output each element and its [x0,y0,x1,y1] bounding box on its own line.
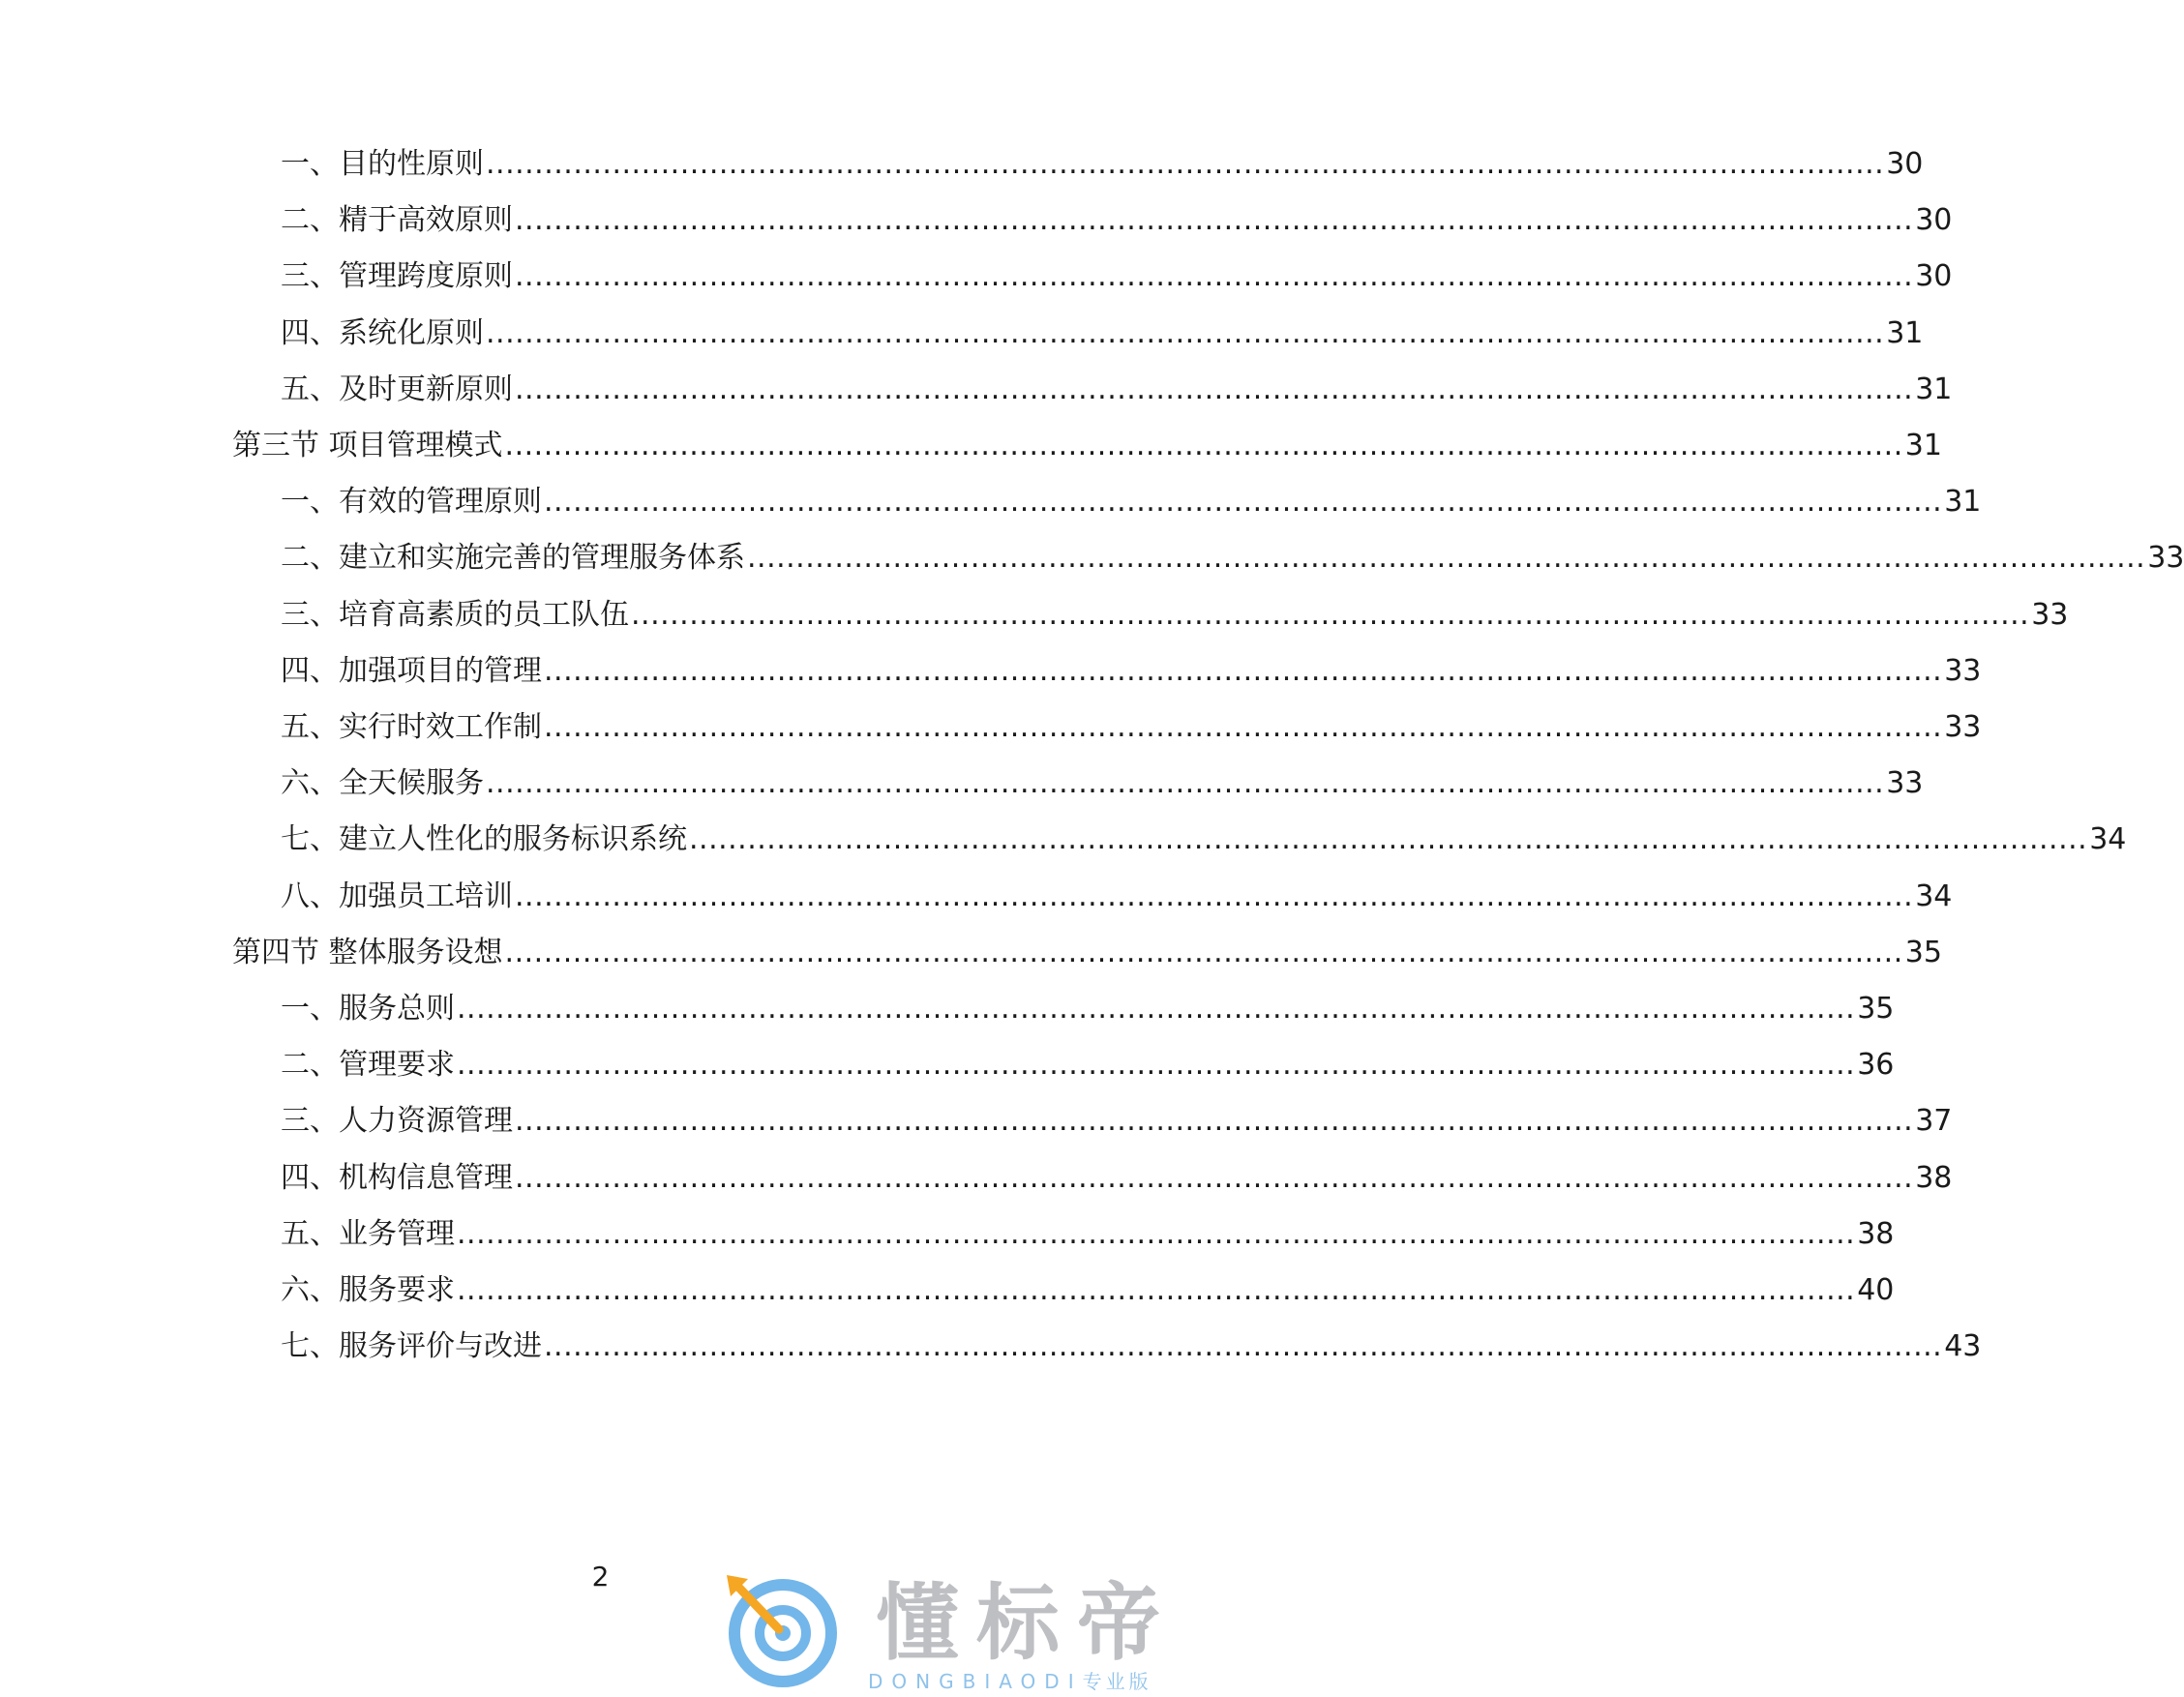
toc-entry-title: 四、加强项目的管理 [281,653,542,688]
toc-dot-leader: ................................................................................................................................................ [544,485,1943,520]
toc-entry-page: 33 [1944,710,1982,744]
toc-dot-leader: ................................................................................................................................................ [515,878,1914,913]
toc-entry-title: 五、及时更新原则 [281,372,513,406]
toc-entry-page: 30 [1886,147,1924,181]
toc-entry-page: 33 [1944,653,1982,688]
toc-entry[interactable] [281,988,1895,1030]
page-number: 2 [591,1561,610,1593]
toc-entry-title: 三、人力资源管理 [281,1104,513,1139]
toc-entry-page: 38 [1857,1216,1895,1251]
toc-entry[interactable] [281,1325,1982,1368]
watermark-pinyin: DONGBIAODI [868,1670,1083,1693]
toc-entry[interactable] [281,313,1924,355]
watermark-edition: 专业版 [1082,1670,1152,1693]
toc-dot-leader: ................................................................................................................................................ [747,541,2146,576]
toc-entry-title: 六、全天候服务 [281,766,484,801]
toc-entry-page: 33 [2031,597,2069,632]
toc-dot-leader: ................................................................................................................................................ [457,1216,1856,1251]
toc-entry-title: 五、实行时效工作制 [281,710,542,744]
toc-dot-leader: ................................................................................................................................................ [544,1329,1943,1364]
toc-dot-leader: ................................................................................................................................................ [457,1048,1856,1083]
toc-entry[interactable] [281,594,2069,637]
toc-dot-leader: ................................................................................................................................................ [457,992,1856,1026]
toc-entry[interactable] [281,255,1953,298]
toc-dot-leader: ................................................................................................................................................ [486,147,1885,181]
toc-entry-page: 30 [1915,203,1953,238]
toc-dot-leader: ................................................................................................................................................ [631,597,2030,632]
toc-entry-page: 38 [1915,1160,1953,1195]
toc-entry[interactable] [281,819,2127,861]
toc-entry-title: 第三节 项目管理模式 [232,429,503,462]
toc-entry-title: 二、管理要求 [281,1048,455,1083]
toc-entry[interactable] [281,1269,1895,1312]
toc-entry-page: 35 [1857,992,1895,1026]
toc-entry[interactable] [281,650,1982,693]
toc-entry[interactable] [281,537,2184,580]
toc-entry-title: 二、精于高效原则 [281,203,513,238]
toc-dot-leader: ................................................................................................................................................ [515,259,1914,294]
toc-entry[interactable] [281,1100,1953,1143]
target-arrow-icon [721,1569,845,1693]
toc-entry-title: 四、机构信息管理 [281,1160,513,1195]
toc-dot-leader: ................................................................................................................................................ [515,1104,1914,1139]
toc-dot-leader: ................................................................................................................................................ [544,710,1943,744]
watermark [721,1569,1185,1695]
toc-dot-leader: ................................................................................................................................................ [504,935,1903,969]
watermark-subtitle [868,1670,1152,1693]
toc-entry-title: 六、服务要求 [281,1273,455,1307]
toc-entry-page: 31 [1886,315,1924,350]
toc-entry-title: 一、目的性原则 [281,147,484,181]
toc-dot-leader: ................................................................................................................................................ [515,372,1914,406]
toc-entry-title: 二、建立和实施完善的管理服务体系 [281,541,745,576]
toc-entry[interactable] [232,425,1942,467]
toc-entry-page: 31 [1904,429,1942,462]
toc-dot-leader: ................................................................................................................................................ [486,315,1885,350]
toc-entry[interactable] [281,1157,1953,1200]
toc-entry[interactable] [281,369,1953,411]
toc-entry-title: 五、业务管理 [281,1216,455,1251]
toc-dot-leader: ................................................................................................................................................ [504,429,1903,462]
toc-entry-title: 七、服务评价与改进 [281,1329,542,1364]
toc-entry[interactable] [281,762,1924,805]
toc-dot-leader: ................................................................................................................................................ [515,1160,1914,1195]
toc-entry-title: 八、加强员工培训 [281,878,513,913]
toc-dot-leader: ................................................................................................................................................ [544,653,1943,688]
toc-entry-page: 30 [1915,259,1953,294]
toc-entry-page: 34 [2089,822,2127,857]
toc-entry[interactable] [281,1044,1895,1087]
toc-entry[interactable] [281,1213,1895,1256]
toc-entry[interactable] [281,199,1953,242]
toc-entry-page: 31 [1915,372,1953,406]
toc-entry-title: 七、建立人性化的服务标识系统 [281,822,687,857]
toc-dot-leader: ................................................................................................................................................ [515,203,1914,238]
toc-entry-page: 34 [1915,878,1953,913]
toc-entry[interactable] [281,481,1982,523]
toc-entry-title: 三、培育高素质的员工队伍 [281,597,629,632]
toc-entry[interactable] [281,706,1982,749]
toc-entry[interactable] [281,876,1953,918]
toc-entry-page: 35 [1904,935,1942,969]
toc-entry-page: 33 [1886,766,1924,801]
toc-entry-title: 四、系统化原则 [281,315,484,350]
toc-entry-page: 33 [2147,541,2184,576]
toc-entry-page: 36 [1857,1048,1895,1083]
toc-entry[interactable] [281,143,1924,186]
toc-entry-page: 40 [1857,1273,1895,1307]
toc-dot-leader: ................................................................................................................................................ [457,1273,1856,1307]
toc-dot-leader: ................................................................................................................................................ [486,766,1885,801]
watermark-brand: 懂标帝 [876,1575,1178,1672]
toc-entry-page: 43 [1944,1329,1982,1364]
toc-dot-leader: ................................................................................................................................................ [689,822,2088,857]
toc-entry-title: 一、有效的管理原则 [281,485,542,520]
toc-entry-page: 31 [1944,485,1982,520]
toc-entry-title: 三、管理跨度原则 [281,259,513,294]
toc-entry-page: 37 [1915,1104,1953,1139]
toc-entry-title: 一、服务总则 [281,992,455,1026]
toc-entry[interactable] [232,932,1942,974]
toc-entry-title: 第四节 整体服务设想 [232,935,503,969]
